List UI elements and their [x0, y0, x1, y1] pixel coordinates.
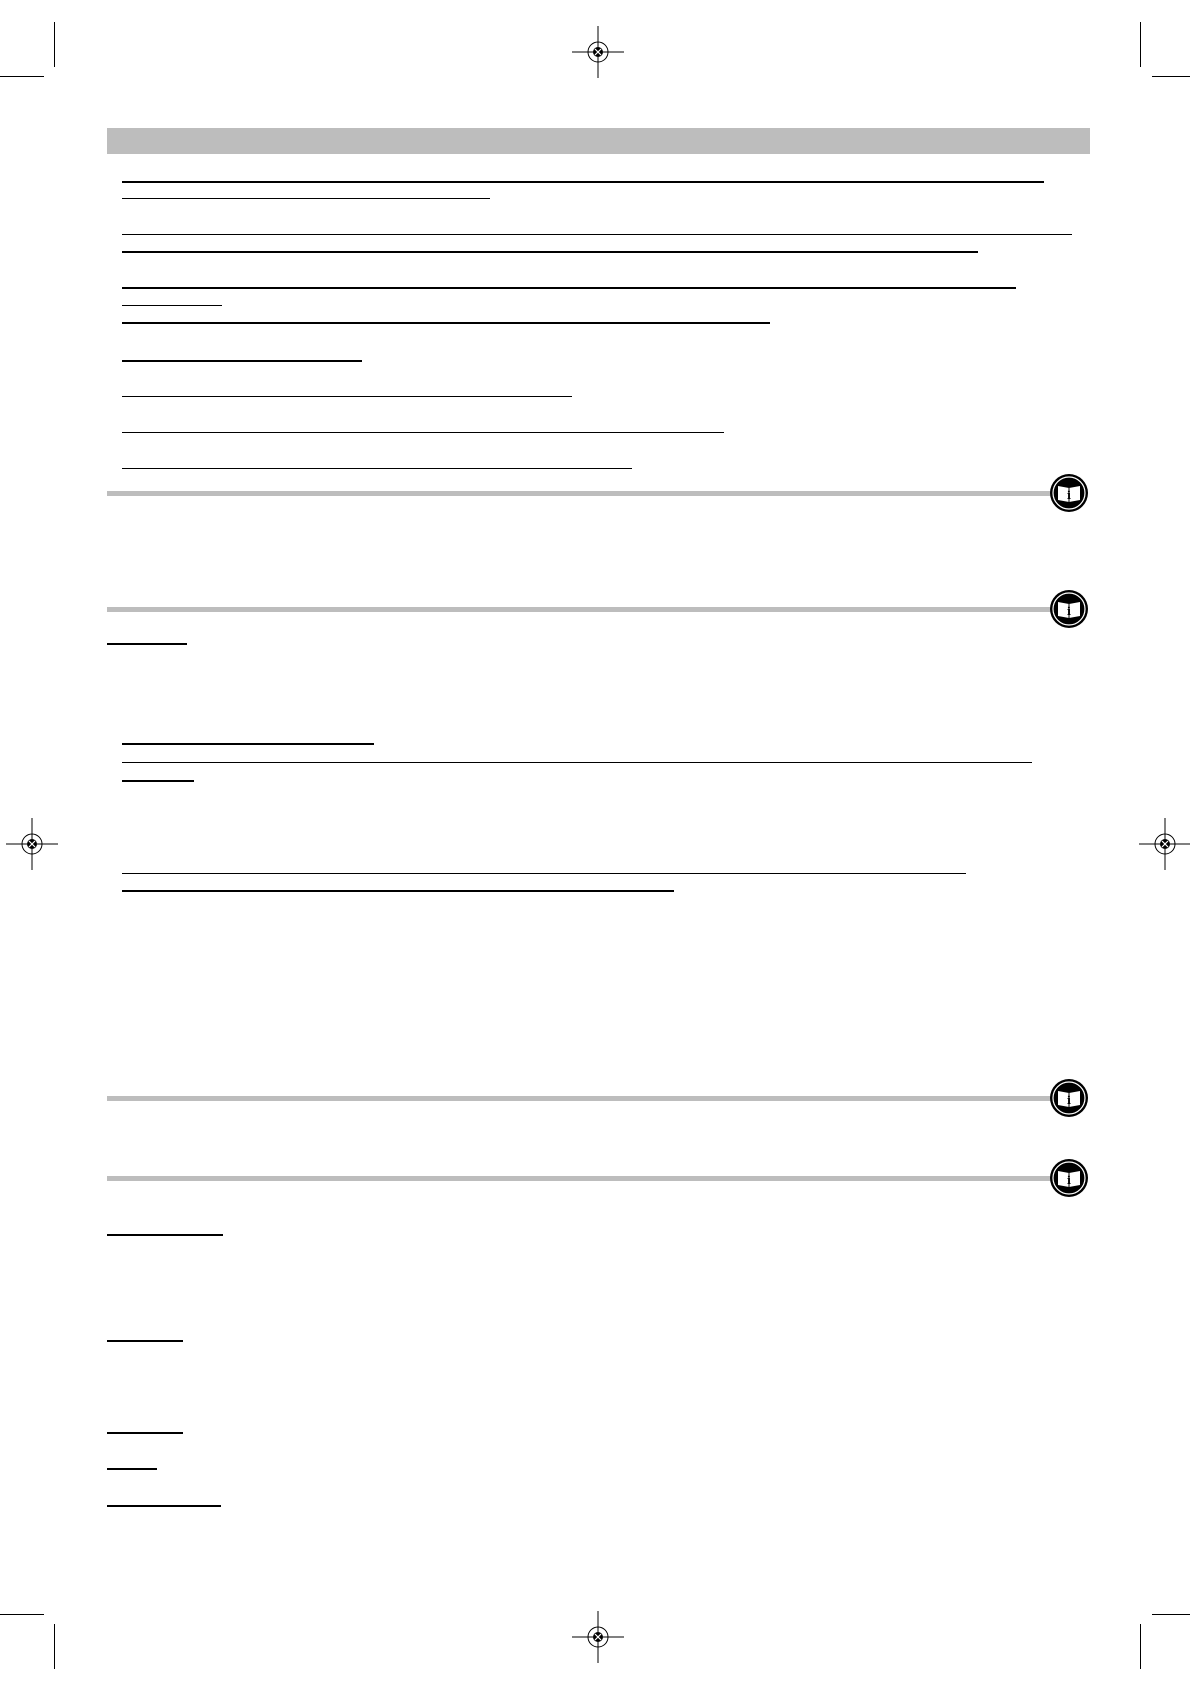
crop-mark: [54, 22, 55, 67]
text-line: [122, 305, 222, 306]
manual-book-info-icon: [1049, 1158, 1089, 1198]
text-line: [107, 1340, 183, 1342]
text-line: [107, 1234, 223, 1236]
registration-mark-bottom: [572, 1611, 624, 1663]
text-line: [122, 360, 362, 362]
text-line: [107, 643, 187, 645]
text-line: [122, 251, 978, 253]
section-rule: [107, 1176, 1053, 1181]
text-line: [122, 890, 674, 892]
crop-mark: [54, 1624, 55, 1669]
svg-text:i: i: [1066, 605, 1072, 618]
manual-book-info-icon: [1049, 473, 1089, 513]
header-band: [107, 128, 1090, 154]
svg-text:i: i: [1066, 489, 1072, 502]
text-line: [107, 1468, 157, 1470]
crop-mark: [1140, 1624, 1141, 1669]
crop-mark: [1140, 22, 1141, 67]
registration-mark-left: [6, 818, 58, 870]
text-line: [107, 1505, 221, 1507]
text-line: [122, 780, 194, 782]
section-rule: [107, 491, 1053, 496]
svg-text:i: i: [1066, 1174, 1072, 1187]
svg-text:i: i: [1066, 1094, 1072, 1107]
crop-mark: [0, 1614, 44, 1615]
text-line: [122, 234, 1072, 235]
manual-book-info-icon: [1049, 589, 1089, 629]
text-line: [122, 432, 724, 433]
crop-mark: [1152, 1614, 1190, 1615]
registration-mark-top: [572, 26, 624, 78]
section-rule: [107, 1096, 1053, 1101]
text-line: [122, 322, 770, 324]
registration-mark-right: [1139, 818, 1190, 870]
text-line: [122, 873, 966, 874]
crop-mark: [1152, 76, 1190, 77]
text-line: [122, 198, 490, 199]
text-line: [122, 468, 632, 469]
manual-book-info-icon: [1049, 1078, 1089, 1118]
text-line: [107, 1432, 183, 1434]
text-line: [122, 762, 1032, 763]
text-line: [122, 396, 572, 397]
text-line: [122, 181, 1044, 183]
crop-mark: [0, 76, 44, 77]
text-line: [122, 287, 1016, 289]
section-rule: [107, 607, 1053, 612]
text-line: [122, 743, 374, 745]
